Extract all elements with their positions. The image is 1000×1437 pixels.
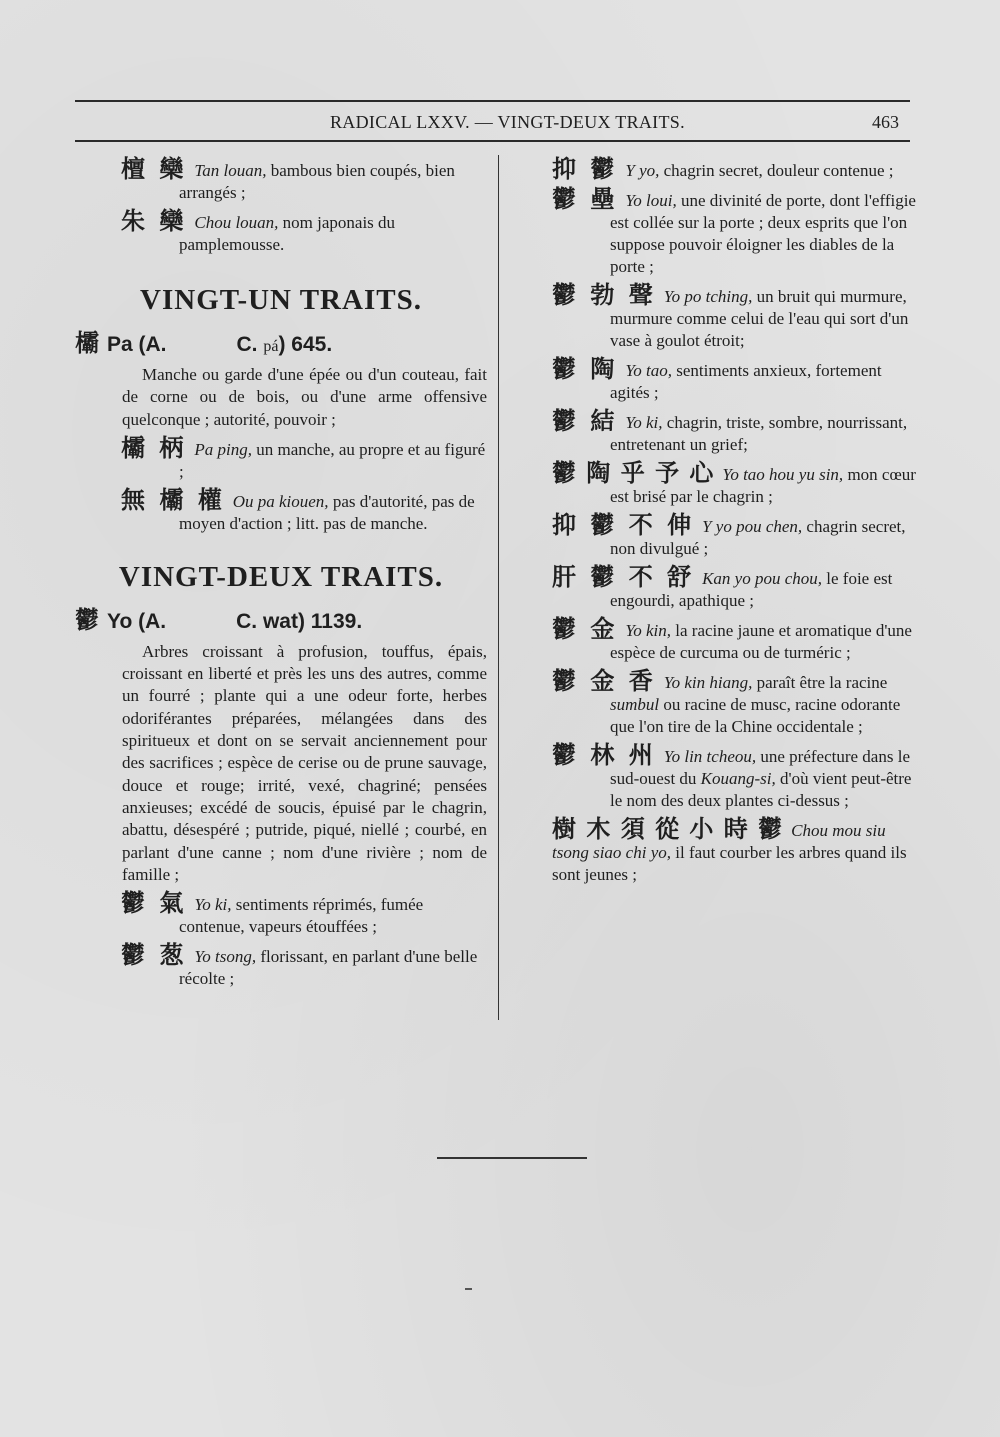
entry-gloss-cont: d'où vient peut-être le nom des deux plantes ci-dessus ; (610, 769, 912, 810)
entry-gloss: une divinité de porte, dont l'effigie est collée sur la porte ; deux esprits que l'on suppose pouvoir éloigner les diables de la porte ; (610, 191, 916, 276)
printer-mark (465, 1288, 472, 1290)
entry-romanization: Yo kin hiang, (663, 673, 753, 692)
entry-chou-louan (75, 207, 487, 256)
entry-yo-po-tching (552, 281, 922, 352)
entry-gloss: une préfecture dans le sud-ouest du (610, 747, 910, 788)
radical-entry-pa (75, 323, 487, 358)
column-divider (498, 155, 499, 1020)
entry-characters: 朱 欒 (121, 207, 187, 235)
entry-chou-mou (552, 815, 922, 886)
entry-characters: 抑 鬱 不 伸 (552, 511, 695, 539)
entry-kan-yo-pou-chou (552, 563, 922, 612)
entry-yo-ki-2 (552, 407, 922, 456)
entry-yo-tsong (75, 941, 487, 990)
entry-gloss: mon cœur est brisé par le chagrin ; (610, 465, 916, 506)
entry-characters: 鬱 陶 乎 予 心 (552, 459, 715, 487)
entry-romanization: Yo po tching, (663, 287, 753, 306)
closing-rule (437, 1157, 587, 1159)
entry-characters: 鬱 金 (552, 615, 618, 643)
entry-romanization: Yo ki, (625, 413, 663, 432)
entry-romanization: Yo loui, (625, 191, 677, 210)
entry-pa-ping (75, 433, 487, 483)
entry-tan-louan (75, 155, 487, 204)
entry-gloss: nom japonais du pamplemousse. (179, 213, 396, 254)
running-head: RADICAL LXXV. — VINGT-DEUX TRAITS. (330, 112, 685, 132)
entry-gloss: la racine jaune et aromatique d'une espèce de curcuma ou de turméric ; (610, 621, 912, 662)
entry-gloss: sentiments réprimés, fumée contenue, vapeurs étouffées ; (179, 895, 424, 937)
entry-characters: 鬱 壘 (552, 185, 618, 213)
entry-characters: 檀 欒 (121, 155, 187, 183)
entry-characters: 樹 木 須 從 小 時 鬱 (552, 815, 784, 843)
entry-romanization: Yo lin tcheou, (663, 747, 757, 766)
right-column (552, 155, 922, 892)
entry-romanization: Chou louan, (194, 213, 279, 232)
entry-y-yo-pou-chen (552, 511, 922, 560)
entry-yo-ki (75, 889, 487, 938)
reading-a: Pa (A. (107, 333, 167, 356)
entry-characters: 肝 鬱 不 舒 (552, 563, 695, 591)
left-column (75, 155, 487, 996)
reading-c-label: C. (236, 333, 258, 356)
entry-characters: 鬱 結 (552, 407, 618, 435)
entry-gloss: pas d'autorité, pas de moyen d'action ; litt. pas de manche. (179, 491, 475, 533)
entry-romanization: Yo ki, (194, 895, 232, 915)
section-heading-vingt-deux: VINGT-DEUX TRAITS. (118, 560, 444, 593)
entry-romanization: Kan yo pou chou, (702, 569, 823, 588)
entry-romanization: Y yo, (625, 161, 660, 180)
entry-yo-loui (552, 185, 922, 278)
entry-yo-kin (552, 615, 922, 664)
entry-gloss: un manche, au propre et au figuré ; (179, 439, 486, 481)
entry-ou-pa-kiouen (75, 485, 487, 535)
entry-gloss: paraît être la racine (752, 673, 888, 692)
entry-characters: 鬱 葱 (121, 941, 187, 970)
radical-character: 欛 (75, 329, 99, 357)
entry-characters: 欛 柄 (121, 433, 187, 462)
entry-romanization: Yo tao, (625, 361, 672, 380)
entry-romanization-inline: Kouang-si, (700, 769, 776, 788)
entry-characters: 抑 鬱 (552, 155, 618, 183)
page-number: 463 (872, 112, 899, 132)
entry-characters: 鬱 金 香 (552, 667, 656, 695)
entry-characters: 無 欛 權 (121, 485, 225, 514)
entry-gloss: chagrin secret, douleur contenue ; (659, 161, 894, 180)
entry-gloss: il faut courber les arbres quand ils sont jeunes ; (552, 843, 907, 884)
entry-yo-kin-hiang (552, 667, 922, 738)
definition-pa: Manche ou garde d'une épée ou d'un couteau, fait de corne ou de bois, ou d'une arme offensive quelconque ; autorité, pouvoir ; (122, 365, 487, 429)
entry-romanization-inline: sumbul (610, 695, 660, 714)
entry-characters: 鬱 勃 聲 (552, 281, 656, 309)
entry-gloss: sentiments anxieux, fortement agités ; (610, 361, 882, 402)
entry-yo-tao-hou-yu-sin (552, 459, 922, 508)
entry-characters: 鬱 林 州 (552, 741, 656, 769)
radical-entry-yo (75, 600, 487, 635)
entry-romanization: Yo tao hou yu sin, (722, 465, 844, 484)
entry-characters: 鬱 氣 (121, 889, 187, 918)
entry-romanization: Y yo pou chen, (702, 517, 803, 536)
entry-gloss: chagrin secret, non divulgué ; (610, 517, 906, 558)
entry-romanization: Yo kin, (625, 621, 672, 640)
entry-characters: 鬱 陶 (552, 355, 618, 383)
reading-c-value: pá (263, 338, 279, 355)
entry-gloss: florissant, en parlant d'une belle récolte ; (179, 947, 478, 989)
entry-romanization: Pa ping, (194, 439, 252, 459)
entry-yo-tao (552, 355, 922, 404)
entry-gloss: un bruit qui murmure, murmure comme celui de l'eau qui sort d'un vase à goulot étroit; (610, 287, 909, 350)
reading-c: C. wat) 1139. (236, 609, 363, 633)
definition-yo: Arbres croissant à profusion, touffus, épais, croissant en liberté et près les uns des autres, comme un fourré ; plante qui a une odeur forte, herbes odoriférantes préparées, mélangées dans des spiritueux et dont on se servait anciennement pour des sacrifices ; espèce de cerise ou de prune sauvage, douce et rouge; irrité, vexé, chagriné; pensées anxieuses; excédé de soucis, épuisé par le chagrin, abattu, désespéré ; putride, piqué, niellé ; courbé, en parlant d'une canne ; nom d'une rivière ; nom de famille ; (122, 641, 487, 884)
entry-y-yo (552, 155, 922, 183)
header-top-rule (75, 100, 910, 102)
entry-yo-lin-tcheou (552, 741, 922, 812)
entry-romanization: Chou mou siu tsong siao chi yo, (552, 821, 886, 862)
entry-romanization: Tan louan, (194, 161, 267, 180)
entry-gloss-cont: ou racine de musc, racine odorante que l'on tire de la Chine occidentale ; (610, 695, 901, 736)
section-heading-vingt-un: VINGT-UN TRAITS. (140, 284, 422, 316)
entry-romanization: Yo tsong, (194, 947, 257, 967)
reading-c-number: ) 645. (278, 333, 333, 356)
entry-gloss: chagrin, triste, sombre, nourrissant, entretenant un grief; (610, 413, 908, 454)
entry-romanization: Ou pa kiouen, (232, 491, 329, 511)
entry-gloss: bambous bien coupés, bien arrangés ; (179, 161, 455, 202)
radical-character: 鬱 (75, 605, 99, 634)
header-bottom-rule (75, 140, 910, 142)
reading-a: Yo (A. (107, 609, 167, 633)
entry-gloss: le foie est engourdi, apathique ; (610, 569, 893, 610)
